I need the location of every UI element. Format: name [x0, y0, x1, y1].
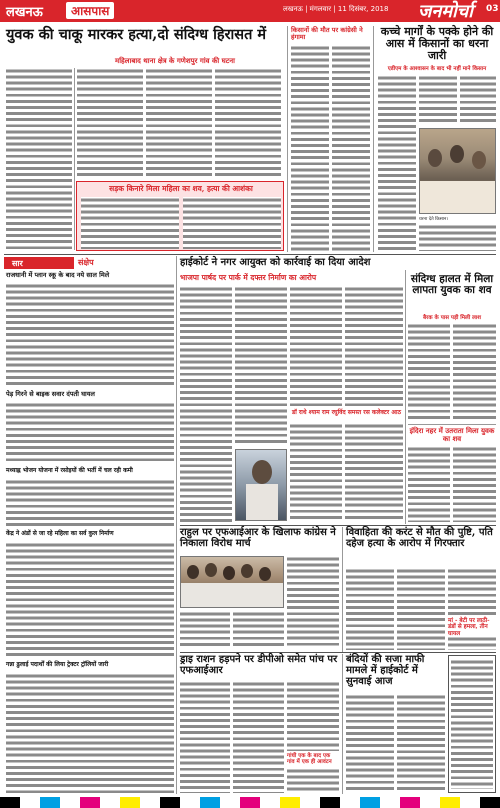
rahul-body-3 [287, 556, 339, 649]
divider [176, 256, 177, 794]
bjp-body-1 [180, 286, 232, 522]
brief-item-3: मध्याह्न भोजन योजना में रसोइयों की भर्ती में चल रही कमी [6, 467, 133, 474]
divider [180, 525, 496, 526]
drive-body-2 [233, 681, 284, 793]
brief-body-5 [6, 673, 174, 793]
kisan-body4 [419, 224, 496, 251]
pink-story-body2 [183, 197, 281, 249]
divider [287, 26, 288, 252]
lead-body-col3 [146, 68, 212, 178]
brief-body-1 [6, 283, 174, 387]
lead-subhead: महिलाबाद थाना क्षेत्र के गणेशपुर गांव की घटना [115, 57, 235, 65]
rahul-body-1 [180, 611, 230, 649]
beti-headline: मां - बेटी पर लाठी- डंडों से हमला, तीन घायल [448, 618, 490, 637]
brief-body-2 [6, 402, 174, 464]
missing-headline: संदिग्ध हालत में मिला लापता युवक का शव [410, 273, 494, 297]
lead-body-col2 [77, 68, 143, 178]
indira-headline: इंदिरा नहर में उतराता मिला युवक का शव [409, 426, 495, 443]
divider [373, 26, 374, 252]
rahul-headline: राहुल पर एफआईआर के खिलाफ कांग्रेस ने निकाला विरोध मार्च [180, 527, 336, 549]
brief-title: सार [12, 259, 23, 268]
gandhi-headline: गांधी एक के बाद एक गांव में एक ही आवंटन [287, 753, 332, 765]
drive-headline: ड्राइ राशन हड़पने पर डीपीओ समेत पांच पर एफआईआर [180, 654, 338, 676]
divider [180, 652, 496, 653]
notice-box [448, 655, 496, 793]
bjp-body-2 [235, 286, 287, 446]
vivah-body-2 [397, 568, 445, 650]
bjp-body-4 [345, 286, 403, 406]
lead-body-col4 [215, 68, 281, 178]
kisan-body3 [460, 75, 496, 125]
section-name: लखनऊ [6, 5, 43, 20]
divider [342, 654, 343, 794]
vivah-headline: विवाहिता की करंट से मौत की पुष्टि, पति दहेज हत्या के आरोप में गिरफ्तार [346, 527, 493, 549]
bjp-photo [235, 449, 287, 521]
dateline: लखनऊ | मंगलवार | 11 दिसंबर, 2018 [283, 5, 389, 13]
ganga-body2 [345, 423, 403, 522]
pink-story-body [81, 197, 179, 249]
congress-headline: किसानों की मौत पर कांग्रेसी ने हंगामा [291, 26, 363, 42]
kisan-photo [419, 128, 496, 214]
brand-logo: जनमोर्चा [418, 1, 473, 22]
missing-body2 [453, 323, 496, 421]
subsection-tab: आसपास [66, 2, 114, 19]
indira-body [408, 446, 450, 522]
divider [408, 424, 496, 425]
brief-item-5: गन्ना ढुलाई पदार्थों की लिया ट्रेक्टर ट्रॉलियों जारी [6, 661, 109, 668]
gandhi-body [287, 768, 339, 793]
brief-subtitle: संक्षेप [78, 258, 94, 267]
brief-item-2: पेड़ गिरने से बाइक सवार दंपती घायल [6, 390, 95, 398]
notice-body [451, 659, 493, 789]
masthead [0, 0, 500, 22]
color-registration-strip [0, 797, 500, 808]
brief-body-4 [6, 542, 174, 658]
congress-body2 [332, 45, 370, 251]
drive-body-1 [180, 681, 230, 793]
ganga-body [290, 423, 342, 522]
kisan-headline: कच्चे मार्गों के पक्के होने की आस में किसानों का धरना जारी [380, 25, 494, 62]
pink-story-box [76, 181, 284, 251]
ganga-headline: डॉ राधे श्याम राम रघुविंद समस्त रस कलेक्टर आठ [292, 409, 401, 416]
bjp-body-3 [290, 286, 342, 406]
divider [342, 527, 343, 652]
beti-body [448, 636, 496, 650]
brief-body-3 [6, 479, 174, 527]
pink-story-headline: सड़क किनारे मिला महिला का शव, हत्या की आशंका [109, 184, 253, 193]
rahul-body-2 [233, 611, 284, 649]
missing-subhead: बैरक के पास पड़ी मिली लाश [423, 315, 481, 321]
kisan-photo-caption: धरना देते किसान। [419, 217, 449, 222]
bandi-headline: बंदियों की सजा माफी मामले में हाईकोर्ट में सुनवाई आज [346, 654, 425, 687]
lead-body-col1 [6, 68, 72, 250]
bjp-headline: भाजपा पार्षद पर पार्क में दफ्तर निर्माण का आरोप [180, 273, 317, 282]
highcourt-headline: हाईकोर्ट ने नगर आयुक्त को कार्रवाई का दिया आदेश [180, 257, 371, 268]
vivah-body-1 [346, 568, 394, 650]
lead-headline: युवक की चाकू मारकर हत्या,दो संदिग्ध हिरासत में [6, 26, 267, 43]
brief-item-4: केंद्र ने अंडों से जा रहे महिला का सर्व कुल निर्माण [6, 530, 114, 537]
congress-body [291, 45, 329, 251]
brief-item-1: राजधानी में प्लान स्कू के बाद नये साल मिले [6, 271, 110, 279]
divider [405, 270, 406, 524]
bandi-body-1 [346, 694, 394, 793]
vivah-body-3 [448, 568, 496, 616]
missing-body [408, 323, 450, 421]
drive-body-3 [287, 681, 339, 751]
kisan-subhead: एडीएम के आश्वासन के बाद भी नहीं माने किसान [387, 66, 487, 72]
divider [74, 68, 75, 250]
indira-body2 [453, 446, 496, 522]
kisan-body2 [419, 75, 457, 125]
brief-title-bar [4, 257, 74, 269]
page-number: 03 [486, 4, 499, 14]
bandi-body-2 [397, 694, 445, 793]
kisan-body [378, 75, 416, 251]
rahul-photo [180, 556, 284, 608]
divider [4, 254, 496, 255]
